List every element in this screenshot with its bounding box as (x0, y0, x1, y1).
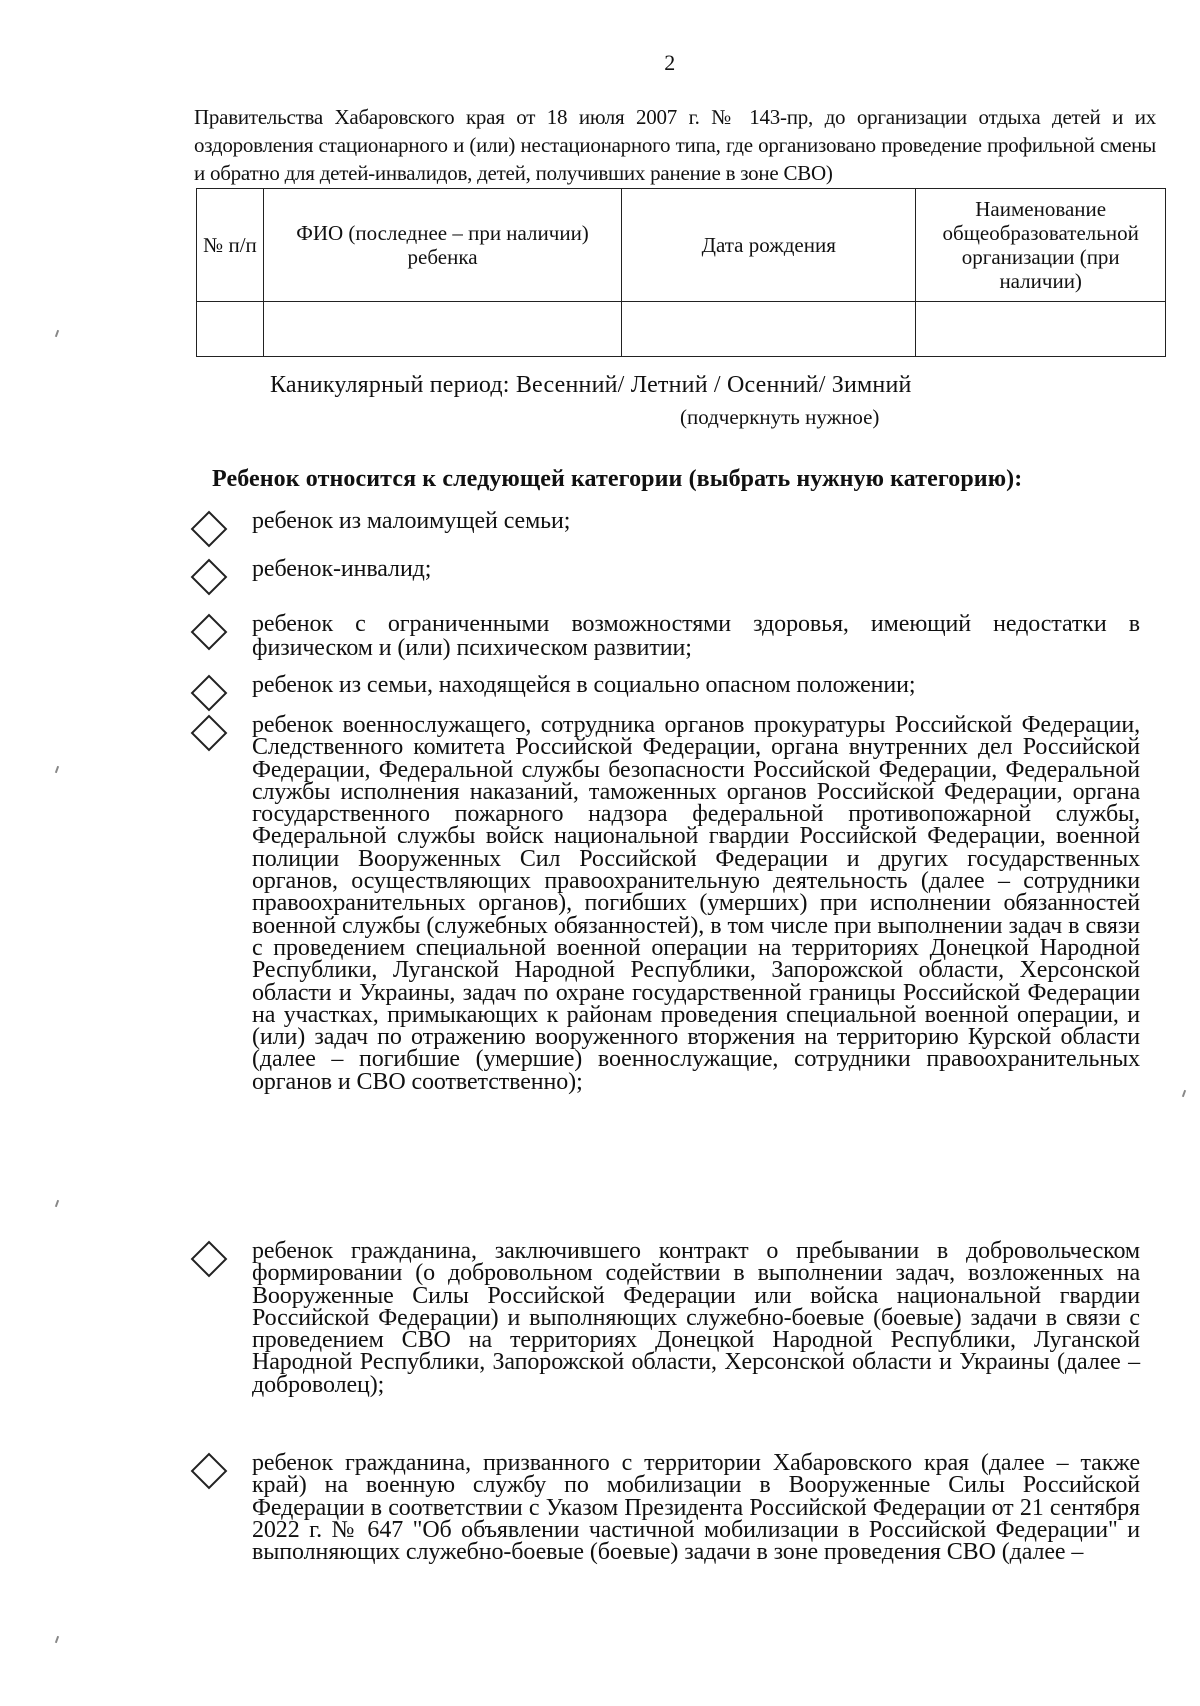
category-heading: Ребенок относится к следующей категории (выбрать нужную категорию): (212, 466, 1023, 492)
intro-paragraph: Правительства Хабаровского края от 18 июля 2007 г. № 143-пр, до организации отдыха детей и их оздоровления стационарного и (или) нестационарного типа, где организовано проведение профильной смены и обратно для детей-инвалидов, детей, получивших ранение в зоне СВО) (194, 105, 1156, 185)
header-number: № п/п (197, 189, 264, 302)
diamond-checkbox-icon[interactable] (191, 614, 228, 651)
scan-mark (55, 330, 59, 337)
vacation-period-line: Каникулярный период: Весенний/ Летний / Осенний/ Зимний (270, 372, 912, 398)
scan-mark (55, 1200, 59, 1207)
category-text: ребенок-инвалид; (252, 556, 432, 582)
category-text: ребенок с ограниченными возможностями здоровья, имеющий недостатки в физическом и (или) психическом развитии; (252, 611, 1140, 661)
cell-number[interactable] (197, 302, 264, 357)
diamond-checkbox-icon[interactable] (191, 559, 228, 596)
category-text: ребенок гражданина, заключившего контракт о пребывании в добровольческом формировании (о добровольном содействии в выполнении задач, возложенных на Вооруженные Силы Российской Федерации или войска национальной гвардии Российской Федерации) и выполняющих служебно-боевые (боевые) задачи в связи с проведением СВО на территориях Донецкой Народной Республики, Луганской Народной Республики, Запорожской области, Херсонской области и Украины (далее – доброволец); (252, 1238, 1140, 1398)
children-table (196, 188, 1166, 357)
cell-fio[interactable] (263, 302, 621, 357)
diamond-checkbox-icon[interactable] (191, 715, 228, 752)
scan-mark (1182, 1090, 1186, 1097)
scan-mark (55, 766, 59, 773)
header-birth-date: Дата рождения (622, 189, 916, 302)
page-number: 2 (664, 50, 676, 75)
header-school: Наименование общеобразовательной организации (при наличии) (916, 189, 1166, 302)
scan-mark (55, 1636, 59, 1643)
cell-birth-date[interactable] (622, 302, 916, 357)
cell-school[interactable] (916, 302, 1166, 357)
table-header-row (197, 189, 1166, 302)
diamond-checkbox-icon[interactable] (191, 1241, 228, 1278)
category-text: ребенок из малоимущей семьи; (252, 508, 571, 534)
table-row (197, 302, 1166, 357)
diamond-checkbox-icon[interactable] (191, 1453, 228, 1490)
diamond-checkbox-icon[interactable] (191, 675, 228, 712)
category-text: ребенок военнослужащего, сотрудника органов прокуратуры Российской Федерации, Следственного комитета Российской Федерации, органа внутренних дел Российской Федерации, Федеральной службы безопасности Российской Федерации, Федеральной службы исполнения наказаний, таможенных органов Российской Федерации, органа государственного пожарного надзора федеральной противопожарной службы, Федеральной службы войск национальной гвардии Российской Федерации, военной полиции Вооруженных Сил Российской Федерации и других государственных органов, осуществляющих правоохранительную деятельность (далее – сотрудники правоохранительных органов), погибших (умерших) при исполнении обязанностей военной службы (служебных обязанностей), в том числе при выполнении задач в связи с проведением специальной военной операции на территориях Донецкой Народной Республики, Луганской Народной Республики, Запорожской области, Херсонской области и Украины, задач по охране государственной границы Российской Федерации на участках, примыкающих к районам проведения специальной военной операции, и (или) задач по отражению вооруженного вторжения на территорию Курской области (далее – погибшие (умершие) военнослужащие, сотрудники правоохранительных органов и СВО соответственно); (252, 712, 1140, 1095)
category-text: ребенок гражданина, призванного с территории Хабаровского края (далее – также край) на военную службу по мобилизации в Вооруженные Силы Российской Федерации в соответствии с Указом Президента Российской Федерации от 21 сентября 2022 г. № 647 "Об объявлении частичной мобилизации в Российской Федерации" и выполняющих служебно-боевые (боевые) задачи в зоне проведения СВО (далее – (252, 1450, 1140, 1566)
header-fio: ФИО (последнее – при наличии) ребенка (263, 189, 621, 302)
diamond-checkbox-icon[interactable] (191, 511, 228, 548)
vacation-period-note: (подчеркнуть нужное) (680, 405, 880, 429)
category-text: ребенок из семьи, находящейся в социально опасном положении; (252, 672, 916, 698)
